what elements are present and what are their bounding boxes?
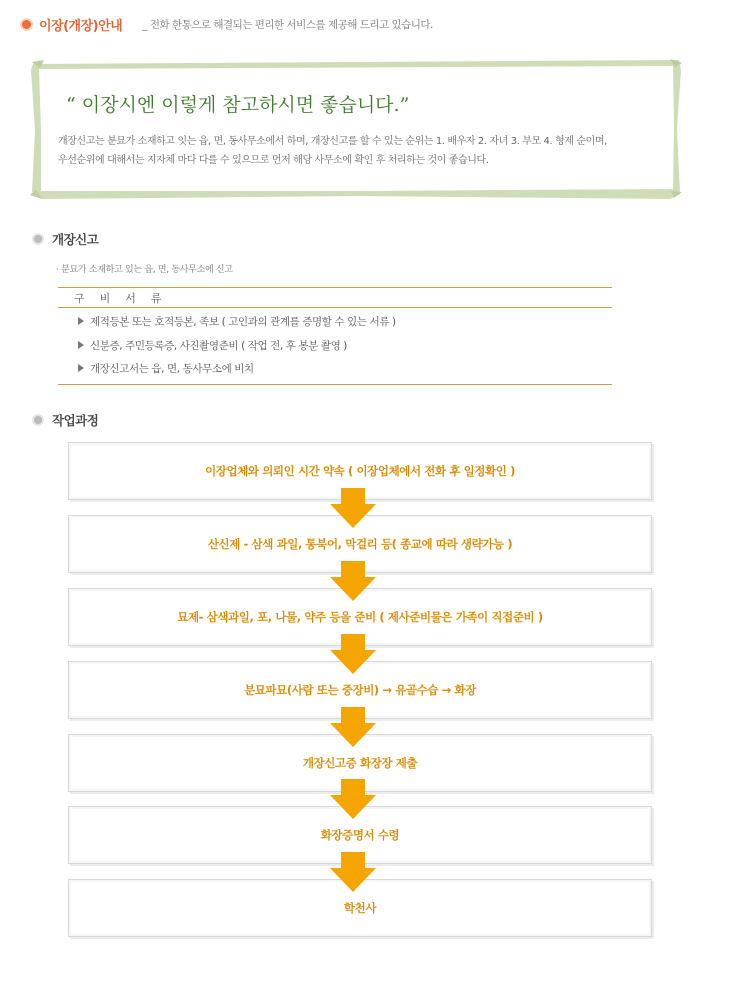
page-subtitle: _ 전화 한통으로 해결되는 편리한 서비스를 제공해 드리고 있습니다. (142, 18, 433, 31)
intro-line-2: 우선순위에 대해서는 지자체 마다 다를 수 있으므로 먼저 해당 사무소에 확인 후 처리하는 것이 좋습니다. (58, 155, 489, 166)
triangle-right-icon (78, 317, 84, 325)
arrow-down-icon (330, 852, 376, 892)
section-title: 작업과정 (52, 413, 99, 428)
triangle-right-icon (78, 341, 84, 349)
intro-quote: “ 이장시엔 이렇게 참고하시면 좋습니다.” (66, 94, 410, 116)
process-step-text: 산신제 - 삼색 과일, 통북어, 막걸리 등( 종교에 따라 생략가능 ) (207, 537, 513, 551)
required-documents (58, 287, 612, 385)
process-step-text: 화장증명서 수령 (320, 828, 400, 842)
list-item (78, 314, 396, 329)
section-report-heading (34, 230, 98, 248)
docs-header: 구비서류 (74, 292, 177, 305)
process-step-text: 분묘파묘(사람 또는 중장비) → 유골수습 → 화장 (244, 683, 476, 697)
page-header (22, 14, 433, 34)
list-item (78, 361, 254, 376)
intro-line-1: 개장신고는 분묘가 소재하고 잇는 읍, 면, 동사무소에서 하며, 개장신고를 할 수 있는 순위는 1. 배우자 2. 자녀 3. 부모 4. 형제 순이며, (58, 136, 607, 147)
brush-frame (30, 58, 682, 200)
triangle-right-icon (78, 364, 84, 372)
arrow-down-icon (330, 488, 376, 528)
gray-dot-icon (34, 235, 42, 243)
process-step-text: 이장업체와 의뢰인 시간 약속 ( 이장업체에서 전화 후 일정확인 ) (205, 464, 515, 478)
gray-dot-icon (34, 416, 42, 424)
orange-dot-icon (22, 20, 31, 29)
section-process-heading (34, 411, 98, 429)
list-item (78, 338, 347, 353)
list-item-text: 신분증, 주민등록증, 사진촬영준비 ( 작업 전, 후 봉분 촬영 ) (90, 340, 347, 352)
arrow-down-icon (330, 634, 376, 674)
intro-box (30, 58, 682, 200)
process-step-text: 학천사 (343, 901, 377, 915)
section-title: 개장신고 (52, 232, 99, 247)
arrow-down-icon (330, 561, 376, 601)
process-step-text: 묘제- 삼색과일, 포, 나물, 약주 등을 준비 ( 제사준비물은 가족이 직접준비 ) (177, 610, 543, 624)
list-item-text: 개장신고서는 읍, 면, 동사무소에 비치 (90, 363, 254, 375)
list-item-text: 제적등본 또는 호적등본, 족보 ( 고인과의 관계를 증명할 수 있는 서류 ) (90, 316, 396, 328)
report-note: · 분묘가 소재하고 있는 읍, 면, 동사무소에 신고 (56, 265, 233, 275)
process-step-text: 개장신고증 화장장 제출 (302, 756, 418, 770)
divider (58, 307, 612, 308)
page-title: 이장(개장)안내 (39, 18, 123, 34)
arrow-down-icon (330, 779, 376, 819)
intro-text (58, 132, 658, 170)
arrow-down-icon (330, 707, 376, 747)
